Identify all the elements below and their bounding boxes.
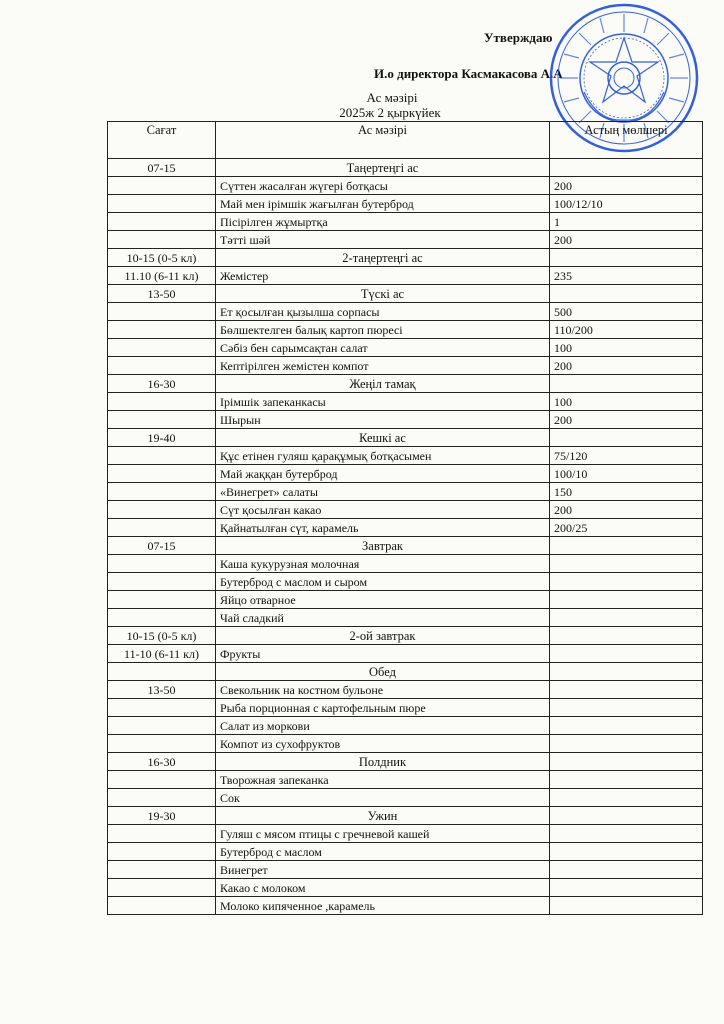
meal-title-row — [108, 537, 703, 555]
menu-date: 2025ж 2 қыркүйек — [339, 105, 441, 120]
table-row — [108, 771, 703, 789]
meal-title-row — [108, 285, 703, 303]
table-row — [108, 501, 703, 519]
amount-cell: 200 — [550, 357, 703, 375]
meal-title-cell: Обед — [216, 663, 550, 681]
time-cell — [108, 339, 216, 357]
amount-cell — [550, 717, 703, 735]
amount-cell — [550, 699, 703, 717]
time-cell: 19-40 — [108, 429, 216, 447]
time-cell — [108, 213, 216, 231]
dish-cell: Фрукты — [216, 645, 550, 663]
table-row — [108, 789, 703, 807]
time-cell — [108, 411, 216, 429]
time-cell — [108, 447, 216, 465]
time-cell — [108, 897, 216, 915]
table-row — [108, 573, 703, 591]
meal-title-row — [108, 429, 703, 447]
dish-cell: «Винегрет» салаты — [216, 483, 550, 501]
time-cell: 11-10 (6-11 кл) — [108, 645, 216, 663]
dish-cell: Сүт қосылған какао — [216, 501, 550, 519]
amount-cell — [550, 429, 703, 447]
amount-cell — [550, 159, 703, 177]
table-row — [108, 555, 703, 573]
table-row — [108, 303, 703, 321]
amount-cell: 235 — [550, 267, 703, 285]
table-row — [108, 357, 703, 375]
time-cell — [108, 771, 216, 789]
amount-cell — [550, 591, 703, 609]
time-cell — [108, 177, 216, 195]
table-row — [108, 465, 703, 483]
dish-cell: Молоко кипяченное ,карамель — [216, 897, 550, 915]
amount-cell: 75/120 — [550, 447, 703, 465]
time-cell — [108, 591, 216, 609]
dish-cell: Сүттен жасалған жүгері ботқасы — [216, 177, 550, 195]
amount-cell — [550, 609, 703, 627]
time-cell — [108, 789, 216, 807]
amount-cell — [550, 537, 703, 555]
dish-cell: Тәтті шәй — [216, 231, 550, 249]
meal-title-cell: Ужин — [216, 807, 550, 825]
table-row — [108, 843, 703, 861]
amount-cell: 150 — [550, 483, 703, 501]
amount-cell: 200 — [550, 411, 703, 429]
table-row — [108, 177, 703, 195]
amount-cell — [550, 375, 703, 393]
menu-table — [107, 121, 703, 915]
dish-cell: Винегрет — [216, 861, 550, 879]
time-cell: 07-15 — [108, 537, 216, 555]
header-amount: Астың мөлшері — [550, 122, 703, 159]
amount-cell: 200 — [550, 231, 703, 249]
time-cell — [108, 501, 216, 519]
dish-cell: Гуляш с мясом птицы с гречневой кашей — [216, 825, 550, 843]
dish-cell: Кептірілген жемістен компот — [216, 357, 550, 375]
director-line: И.о директора Касмакасова А.А — [374, 66, 563, 81]
time-cell — [108, 609, 216, 627]
amount-cell — [550, 555, 703, 573]
amount-cell — [550, 285, 703, 303]
meal-title-cell: Түскі ас — [216, 285, 550, 303]
meal-title-row — [108, 375, 703, 393]
meal-title-row — [108, 663, 703, 681]
time-cell: 13-50 — [108, 681, 216, 699]
amount-cell — [550, 681, 703, 699]
amount-cell — [550, 789, 703, 807]
meal-title-row — [108, 249, 703, 267]
table-row — [108, 681, 703, 699]
meal-title-row — [108, 159, 703, 177]
table-row — [108, 735, 703, 753]
time-cell: 19-30 — [108, 807, 216, 825]
amount-cell: 1 — [550, 213, 703, 231]
dish-cell: Шырын — [216, 411, 550, 429]
dish-cell: Бөлшектелген балық картоп пюресі — [216, 321, 550, 339]
table-row — [108, 195, 703, 213]
dish-cell: Май жаққан бутерброд — [216, 465, 550, 483]
amount-cell — [550, 645, 703, 663]
meal-title-cell: Полдник — [216, 753, 550, 771]
time-cell — [108, 465, 216, 483]
table-row — [108, 267, 703, 285]
time-cell — [108, 519, 216, 537]
dish-cell: Пісірілген жұмыртқа — [216, 213, 550, 231]
time-cell — [108, 231, 216, 249]
amount-cell — [550, 807, 703, 825]
menu-title-block — [0, 90, 724, 120]
time-cell — [108, 303, 216, 321]
dish-cell: Свекольник на костном бульоне — [216, 681, 550, 699]
meal-title-row — [108, 807, 703, 825]
time-cell — [108, 825, 216, 843]
dish-cell: Бутерброд с маслом — [216, 843, 550, 861]
time-cell — [108, 735, 216, 753]
meal-title-cell: 2-ой завтрак — [216, 627, 550, 645]
meal-title-row — [108, 753, 703, 771]
dish-cell: Какао с молоком — [216, 879, 550, 897]
dish-cell: Сок — [216, 789, 550, 807]
amount-cell — [550, 573, 703, 591]
amount-cell — [550, 897, 703, 915]
table-row — [108, 339, 703, 357]
amount-cell: 200 — [550, 501, 703, 519]
time-cell: 10-15 (0-5 кл) — [108, 249, 216, 267]
amount-cell: 500 — [550, 303, 703, 321]
table-row — [108, 825, 703, 843]
time-cell: 13-50 — [108, 285, 216, 303]
meal-title-cell: 2-таңертеңгі ас — [216, 249, 550, 267]
approve-label: Утверждаю — [484, 30, 553, 45]
amount-cell: 100 — [550, 393, 703, 411]
table-row — [108, 213, 703, 231]
amount-cell: 100 — [550, 339, 703, 357]
time-cell: 07-15 — [108, 159, 216, 177]
dish-cell: Компот из сухофруктов — [216, 735, 550, 753]
time-cell — [108, 195, 216, 213]
dish-cell: Май мен ірімшік жағылған бутерброд — [216, 195, 550, 213]
time-cell — [108, 663, 216, 681]
table-row — [108, 591, 703, 609]
time-cell — [108, 555, 216, 573]
dish-cell: Рыба порционная с картофельным пюре — [216, 699, 550, 717]
time-cell — [108, 717, 216, 735]
amount-cell: 200 — [550, 177, 703, 195]
table-row — [108, 645, 703, 663]
header-menu: Ас мәзірі — [216, 122, 550, 159]
time-cell — [108, 843, 216, 861]
table-row — [108, 321, 703, 339]
table-row — [108, 861, 703, 879]
time-cell — [108, 483, 216, 501]
amount-cell — [550, 627, 703, 645]
header-time: Сағат — [108, 122, 216, 159]
meal-title-cell: Кешкі ас — [216, 429, 550, 447]
amount-cell — [550, 861, 703, 879]
amount-cell — [550, 771, 703, 789]
table-row — [108, 609, 703, 627]
amount-cell: 100/12/10 — [550, 195, 703, 213]
dish-cell: Каша кукурузная молочная — [216, 555, 550, 573]
table-row — [108, 447, 703, 465]
dish-cell: Салат из моркови — [216, 717, 550, 735]
table-row — [108, 519, 703, 537]
time-cell — [108, 879, 216, 897]
table-row — [108, 897, 703, 915]
dish-cell: Ет қосылған қызылша сорпасы — [216, 303, 550, 321]
amount-cell — [550, 825, 703, 843]
table-row — [108, 717, 703, 735]
time-cell: 11.10 (6-11 кл) — [108, 267, 216, 285]
amount-cell — [550, 843, 703, 861]
table-row — [108, 699, 703, 717]
dish-cell: Сәбіз бен сарымсақтан салат — [216, 339, 550, 357]
amount-cell — [550, 735, 703, 753]
table-body — [108, 159, 703, 915]
amount-cell — [550, 753, 703, 771]
dish-cell: Творожная запеканка — [216, 771, 550, 789]
amount-cell: 100/10 — [550, 465, 703, 483]
dish-cell: Чай сладкий — [216, 609, 550, 627]
time-cell — [108, 393, 216, 411]
amount-cell — [550, 249, 703, 267]
menu-title: Ас мәзірі — [366, 90, 418, 105]
time-cell: 16-30 — [108, 375, 216, 393]
dish-cell: Ірімшік запеканкасы — [216, 393, 550, 411]
dish-cell: Бутерброд с маслом и сыром — [216, 573, 550, 591]
time-cell — [108, 861, 216, 879]
dish-cell: Яйцо отварное — [216, 591, 550, 609]
amount-cell: 110/200 — [550, 321, 703, 339]
time-cell — [108, 321, 216, 339]
meal-title-cell: Жеңіл тамақ — [216, 375, 550, 393]
meal-title-cell: Таңертеңгі ас — [216, 159, 550, 177]
table-header-row — [108, 122, 703, 159]
table-row — [108, 393, 703, 411]
time-cell: 16-30 — [108, 753, 216, 771]
table-row — [108, 483, 703, 501]
time-cell: 10-15 (0-5 кл) — [108, 627, 216, 645]
amount-cell — [550, 879, 703, 897]
table-row — [108, 411, 703, 429]
time-cell — [108, 573, 216, 591]
time-cell — [108, 357, 216, 375]
meal-title-cell: Завтрак — [216, 537, 550, 555]
time-cell — [108, 699, 216, 717]
amount-cell — [550, 663, 703, 681]
meal-title-row — [108, 627, 703, 645]
amount-cell: 200/25 — [550, 519, 703, 537]
table-row — [108, 879, 703, 897]
dish-cell: Жемістер — [216, 267, 550, 285]
dish-cell: Қайнатылған сүт, карамель — [216, 519, 550, 537]
dish-cell: Құс етінен гуляш қарақұмық ботқасымен — [216, 447, 550, 465]
table-row — [108, 231, 703, 249]
